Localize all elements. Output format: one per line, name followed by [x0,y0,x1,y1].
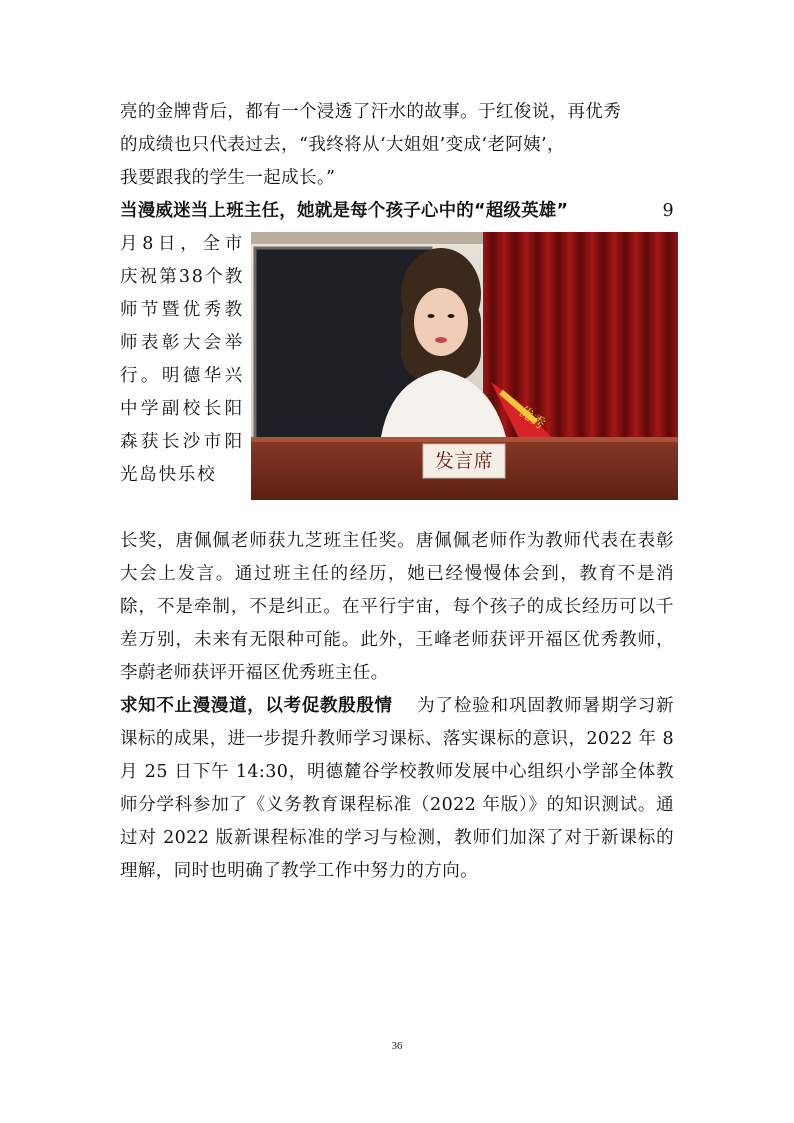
text-with-photo [120,228,674,525]
speaker-photo [251,232,678,500]
section-heading-2: 求知不止漫漫道，以考促教殷殷情 [120,696,393,716]
wrapped-text: 月8日，全市庆祝第38个教师节暨优秀教师表彰大会举行。明德华兴中学副校长阳森获长沙市阳光岛快乐校 [120,234,244,485]
section-heading-row [120,195,674,228]
sash-text: 优秀 [515,403,549,433]
podium-sign: 发言席 [434,450,494,472]
section-body-2: 为了检验和巩固教师暑期学习新课标的成果，进一步提升教师学习课标、落实课标的意识，2022 年 8 月 25 日下午 14:30，明德麓谷学校教师发展中心组织小学部全体教师分学科参加了《义务教育课程标准（2022 年版）》的知识测试。通过对 2022 版新课程标准的学习与检测，教师们加深了对于新课标的理解，同时也明确了教学工作中努力的方向。 [120,696,674,881]
intro-line: 亮的金牌背后，都有一个浸透了汗水的故事。于红俊说，再优秀 [120,102,622,122]
section-paragraph-2 [120,690,674,888]
intro-line: 的成绩也只代表过去，“我终将从‘大姐姐’变成‘老阿姨’， [120,135,565,155]
document-body [120,96,674,888]
section-paragraph: 长奖，唐佩佩老师获九芝班主任奖。唐佩佩老师作为教师代表在表彰大会上发言。通过班主任的经历，她已经慢慢体会到，教育不是消除，不是牵制，不是纠正。在平行宇宙，每个孩子的成长经历可以千差万别，未来有无限种可能。此外，王峰老师获评开福区优秀教师，李蔚老师获评开福区优秀班主任。 [120,531,674,683]
section-heading: 当漫威迷当上班主任，她就是每个孩子心中的“超级英雄” [120,201,569,221]
heading-tail-text: 9 [662,201,674,221]
page-number: 36 [391,1040,403,1052]
intro-line: 我要跟我的学生一起成长。” [120,168,336,188]
